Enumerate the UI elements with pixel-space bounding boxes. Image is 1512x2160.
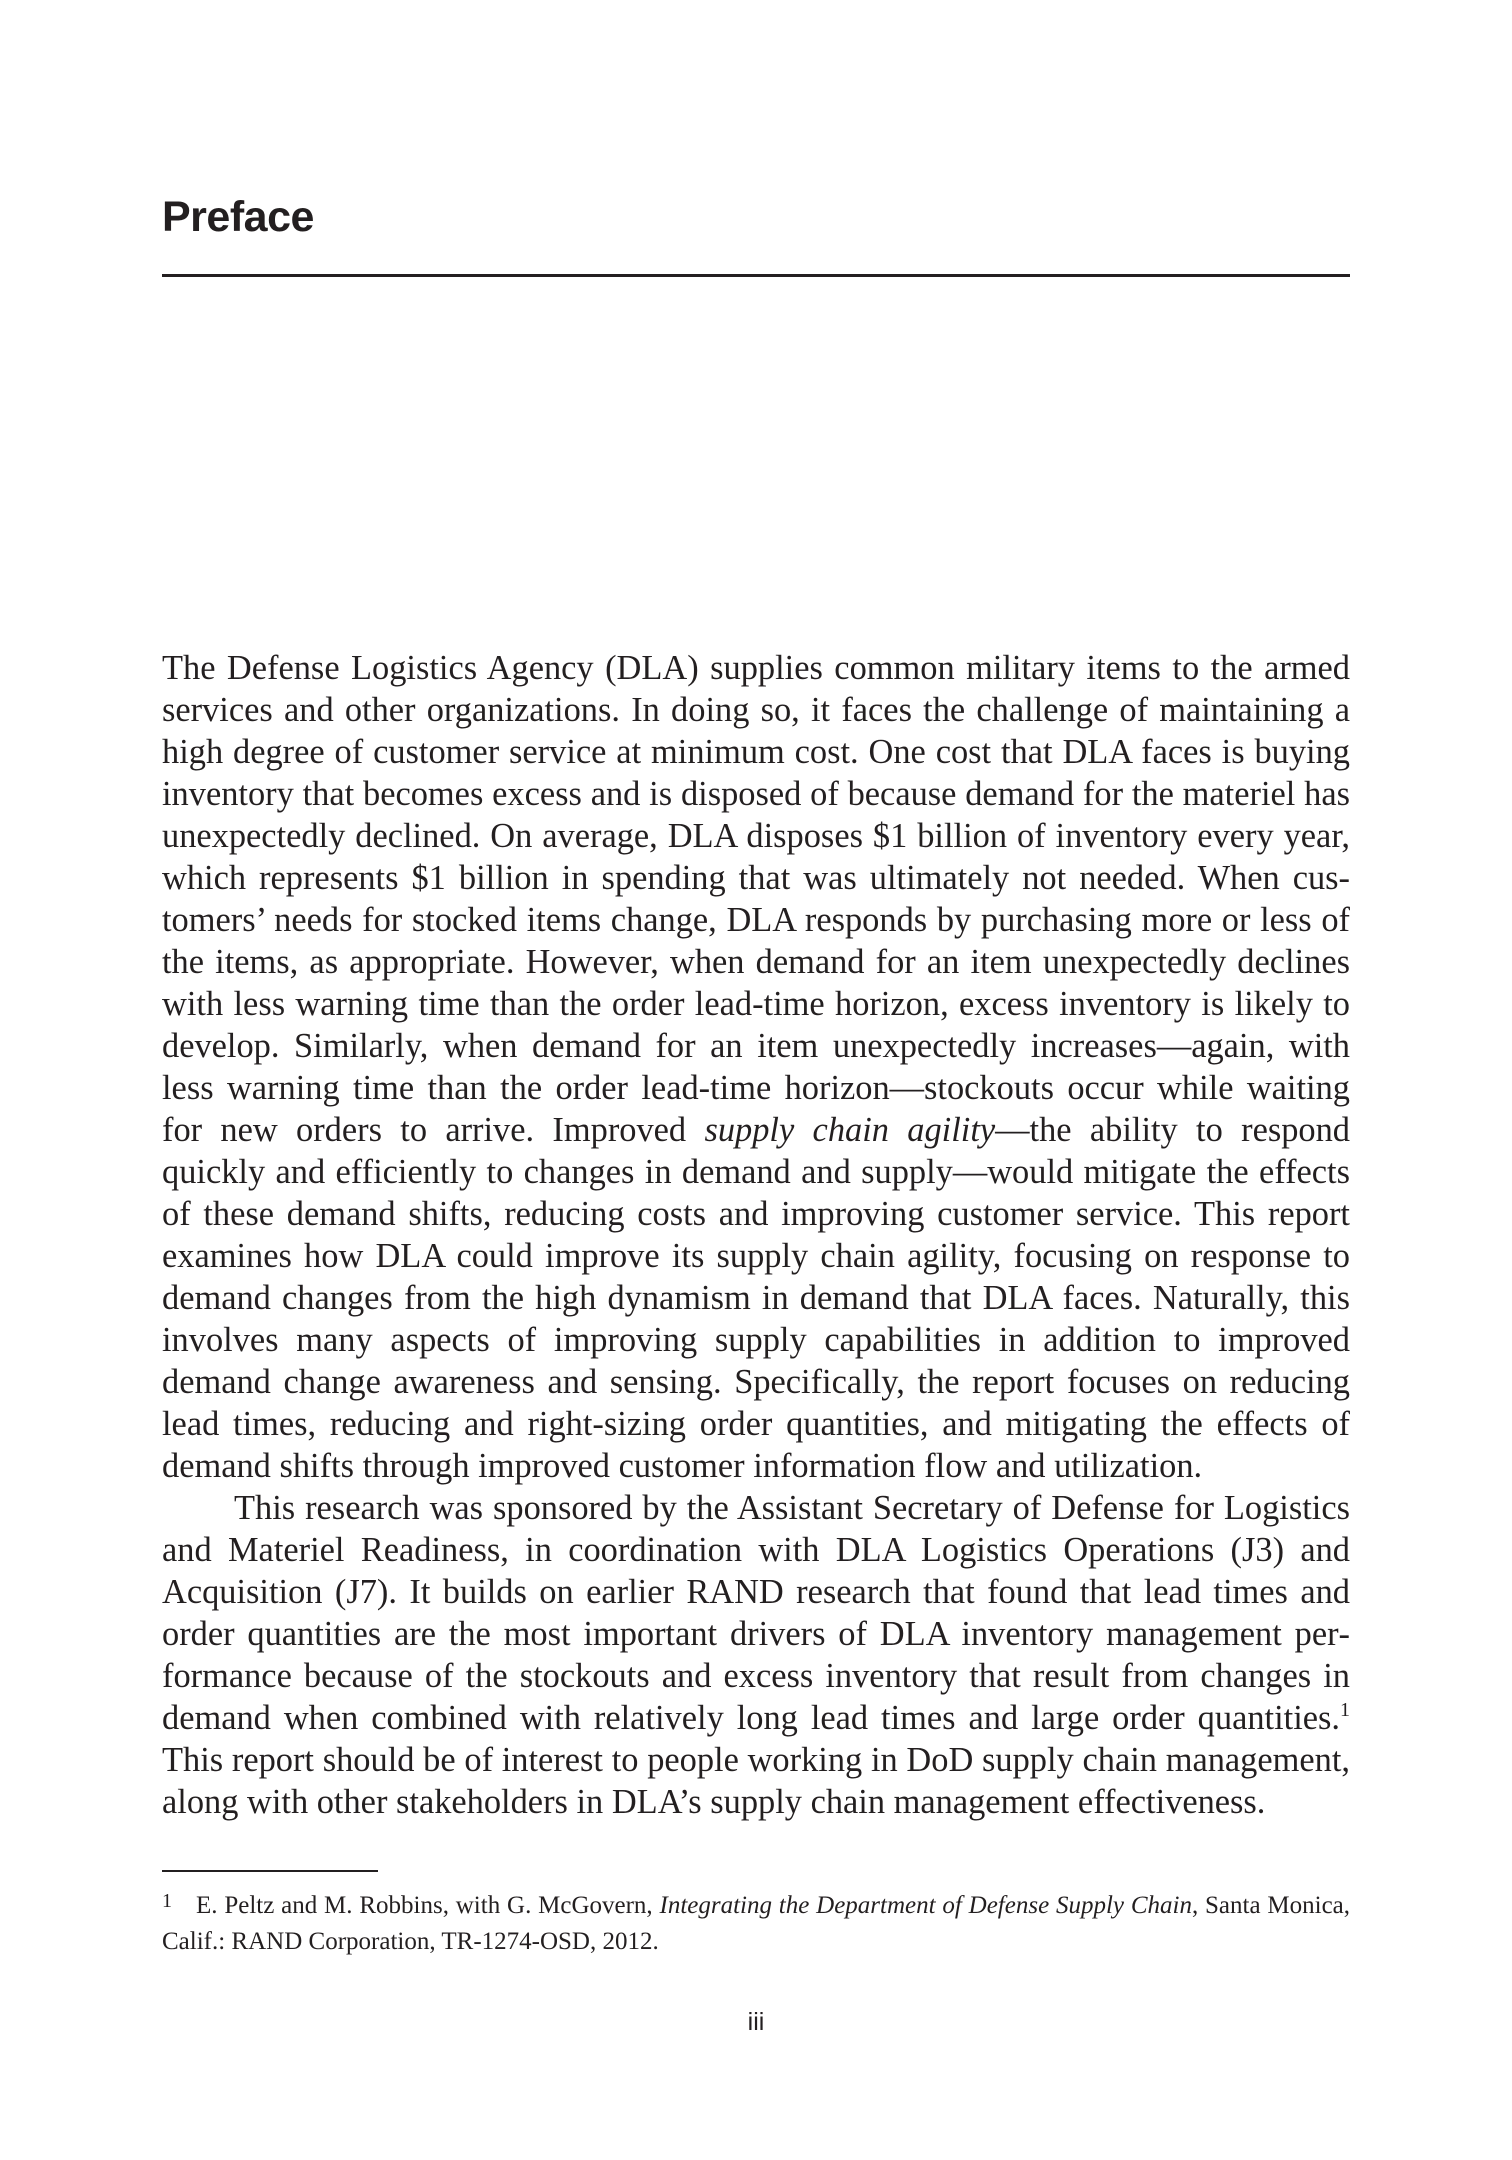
paragraph-1 <box>162 647 1350 1487</box>
footnote-text-start: E. Peltz and M. Robbins, with G. McGovern, <box>196 1892 660 1919</box>
footnote-separator <box>162 1870 378 1872</box>
paragraph-2-text-end: This report should be of interest to people working in DoD supply chain management, along with other stakeholders in DLA’s supply chain management effectiveness. <box>162 1741 1350 1821</box>
paragraph-2-text-start: This research was sponsored by the Assistant Secretary of Defense for Logistics and Materiel Readiness, in coordination with DLA Logistics Operations (J3) and Acquisition (J7). It builds on earlier RAND research that found that lead times and order quantities are the most important drivers of DLA inventory management performance because of the stockouts and excess inventory that result from changes in demand when combined with relatively long lead times and large order quantities. <box>162 1489 1350 1737</box>
footnote: 1 E. Peltz and M. Robbins, with G. McGovern, Integrating the Department of Defense Supply Chain, Santa Monica, Calif.: RAND Corporation, TR-1274-OSD, 2012. <box>162 1890 1351 1955</box>
footnote-text-end: , Santa Monica, Calif.: RAND Corporation, TR-1274-OSD, 2012. <box>162 1892 1351 1955</box>
paragraph-1-italic-term: supply chain agility <box>704 1111 996 1149</box>
paragraph-1-text-start: The Defense Logistics Agency (DLA) supplies common military items to the armed services and other organizations. In doing so, it faces the challenge of maintaining a high degree of customer service at minimum cost. One cost that DLA faces is buying inventory that becomes excess and is disposed of because demand for the materiel has unexpectedly declined. On average, DLA disposes $1 billion of inventory every year, which represents $1 billion in spending that was ultimately not needed. When customers’ needs for stocked items change, DLA responds by purchasing more or less of the items, as appropriate. However, when demand for an item unexpectedly declines with less warning time than the order lead-time horizon, excess inventory is likely to develop. Similarly, when demand for an item unexpectedly increases—again, with less warning time than the order lead-time horizon—stockouts occur while waiting for new orders to arrive. Improved <box>162 649 1350 1149</box>
title-rule <box>162 274 1350 277</box>
paragraph-2 <box>162 1487 1350 1823</box>
page-title: Preface <box>162 193 314 241</box>
footnote-cited-title: Integrating the Department of Defense Supply Chain <box>659 1892 1192 1919</box>
footnote-reference: 1 <box>1340 1699 1350 1721</box>
paragraph-1-text-end: —the ability to respond quickly and efficiently to changes in demand and supply—would mitigate the effects of these demand shifts, reducing costs and improving customer service. This report examines how DLA could improve its supply chain agility, focusing on response to demand changes from the high dynamism in demand that DLA faces. Naturally, this involves many aspects of improving supply capabilities in addition to improved demand change awareness and sensing. Specifically, the report focuses on reducing lead times, reducing and right-sizing order quantities, and mitigating the effects of demand shifts through improved customer information flow and utilization. <box>162 1111 1351 1485</box>
preface-body <box>162 647 1350 1823</box>
page-number: iii <box>747 2008 765 2036</box>
